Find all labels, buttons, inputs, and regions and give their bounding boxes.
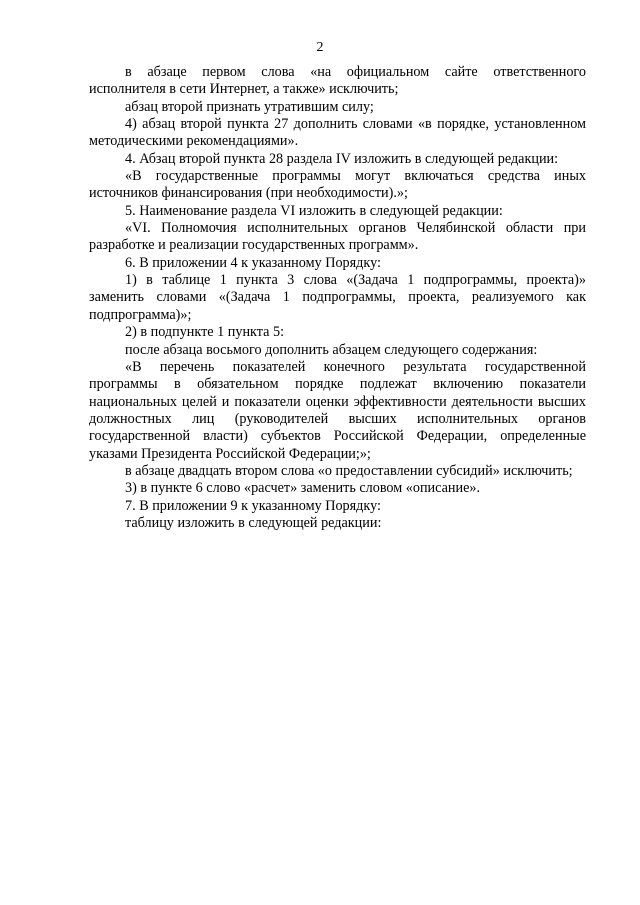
text-line: 4) абзац второй пункта 27 дополнить словами «в порядке, установленном	[125, 116, 586, 133]
text-line: указами Президента Российской Федерации;»;	[89, 445, 371, 462]
text-line: подпрограмма)»;	[89, 306, 192, 323]
text-line: национальных целей и показатели оценки эффективности деятельности высших	[89, 393, 586, 410]
text-line: в абзаце первом слова «на официальном сайте ответственного	[125, 64, 586, 80]
text-line: источников финансирования (при необходимости).»;	[89, 185, 408, 202]
text-line: исполнителя в сети Интернет, а также» исключить;	[89, 81, 399, 98]
text-line: программы в обязательном порядке подлежат включению показатели	[89, 376, 586, 393]
text-line: «VI. Полномочия исполнительных органов Челябинской области при	[125, 220, 586, 237]
document-body	[89, 64, 586, 532]
text-line: 6. В приложении 4 к указанному Порядку:	[125, 254, 381, 271]
text-line: разработке и реализации государственных программ».	[89, 237, 419, 254]
text-line: 3) в пункте 6 слово «расчет» заменить словом «описание».	[125, 480, 481, 497]
text-line: абзац второй признать утратившим силу;	[125, 98, 374, 115]
text-line: заменить словами «(Задача 1 подпрограммы, проекта, реализуемого как	[89, 289, 586, 306]
text-line: «В государственные программы могут включаться средства иных	[125, 168, 586, 185]
page-number: 2	[316, 40, 324, 55]
text-line: после абзаца восьмого дополнить абзацем следующего содержания:	[125, 341, 538, 358]
text-line: в абзаце двадцать втором слова «о предоставлении субсидий» исключить;	[125, 462, 573, 479]
text-line: должностных лиц (руководителей высших исполнительных органов	[89, 410, 586, 427]
text-line: 5. Наименование раздела VI изложить в следующей редакции:	[125, 202, 503, 219]
text-line: 4. Абзац второй пункта 28 раздела IV изложить в следующей редакции:	[125, 150, 559, 167]
text-line: 7. В приложении 9 к указанному Порядку:	[125, 497, 381, 514]
text-line: методическими рекомендациями».	[89, 133, 299, 150]
text-line: таблицу изложить в следующей редакции:	[125, 514, 382, 531]
text-line: 1) в таблице 1 пункта 3 слова «(Задача 1 подпрограммы, проекта)»	[125, 272, 586, 289]
text-line: государственной власти) субъектов Российской Федерации, определенные	[89, 428, 586, 445]
text-line: 2) в подпункте 1 пункта 5:	[125, 324, 285, 341]
text-line: «В перечень показателей конечного результата государственной	[125, 358, 586, 375]
